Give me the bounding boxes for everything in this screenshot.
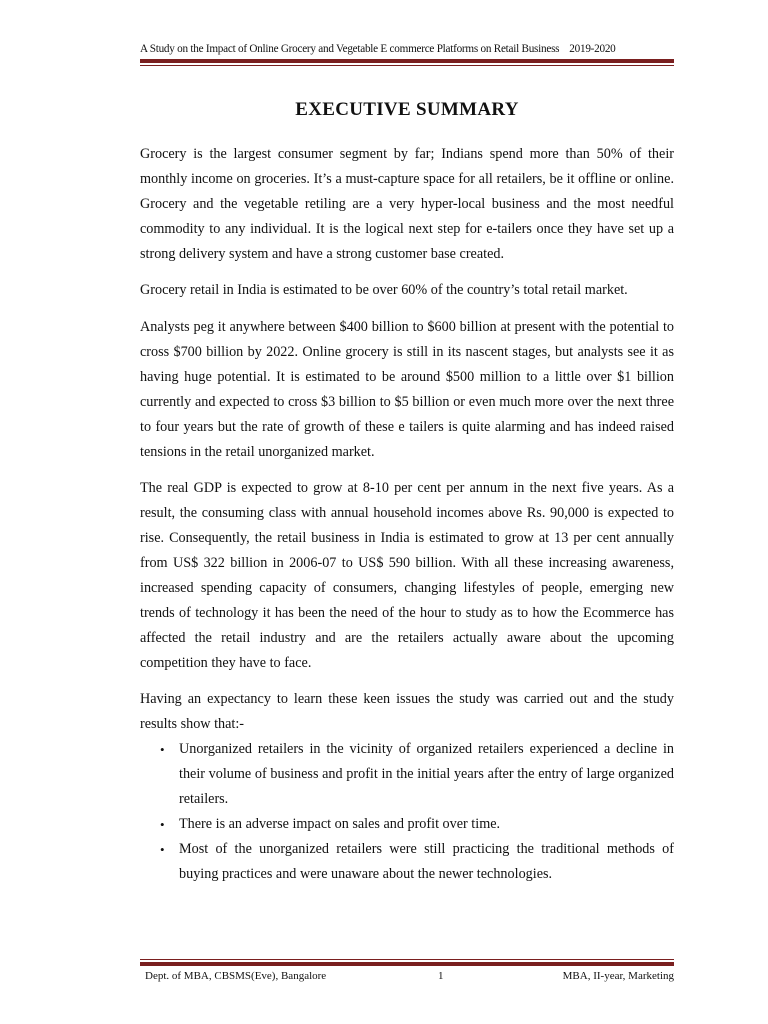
header-year: 2019-2020 bbox=[569, 43, 616, 55]
running-header bbox=[140, 43, 668, 55]
paragraph: Analysts peg it anywhere between $400 billion to $600 billion at present with the potential to cross $700 billion by 2022. Online grocery is still in its nascent stages, but analysts see it as having huge potential. It is estimated to be around $500 million to a little over $1 billion currently and expected to cross $3 billion to $5 billion or even much more over the next three to four years but the rate of growth of these e tailers is quite alarming and has indeed raised tensions in the retail unorganized market. bbox=[140, 319, 674, 460]
list-item-text: Most of the unorganized retailers were still practicing the traditional methods of buying practices and were unaware about the newer technologies. bbox=[179, 841, 674, 882]
list-item-text: Unorganized retailers in the vicinity of organized retailers experienced a decline in their volume of business and profit in the initial years after the entry of large organized retailers. bbox=[179, 741, 674, 807]
bullet-icon: • bbox=[160, 742, 165, 757]
footer-rule-thick bbox=[140, 962, 674, 966]
paragraph: Having an expectancy to learn these keen issues the study was carried out and the study results show that:- bbox=[140, 691, 674, 732]
paragraph: Grocery retail in India is estimated to be over 60% of the country’s total retail market. bbox=[140, 282, 628, 298]
header-rule-thin bbox=[140, 65, 674, 66]
paragraph: Grocery is the largest consumer segment by far; Indians spend more than 50% of their monthly income on groceries. It’s a must-capture space for all retailers, be it offline or online. Grocery and the vegetable retiling are a very hyper-local business and the most needful commodity to any individual. It is the logical next step for e-tailers once they have set up a strong delivery system and have a strong customer base created. bbox=[140, 146, 674, 262]
list-item-text: There is an adverse impact on sales and profit over time. bbox=[179, 816, 501, 832]
footer-department: Dept. of MBA, CBSMS(Eve), Bangalore bbox=[145, 970, 327, 982]
list-item bbox=[140, 737, 674, 812]
list-item bbox=[140, 837, 674, 887]
paragraph: The real GDP is expected to grow at 8-10 per cent per annum in the next five years. As a result, the consuming class with annual household incomes above Rs. 90,000 is expected to rise. Consequently, the retail business in India is estimated to grow at 13 per cent annually from US$ 322 billion in 2006-07 to US$ 590 billion. With all these increasing awareness, increased spending capacity of consumers, changing lifestyles of people, emerging new trends of technology it has been the need of the hour to study as to how the Ecommerce has affected the retail industry and are the retailers actually aware about the upcoming competition they have to face. bbox=[140, 480, 674, 671]
header-title: A Study on the Impact of Online Grocery and Vegetable E commerce Platforms on Retail Business bbox=[140, 43, 560, 55]
bullet-icon: • bbox=[160, 817, 165, 832]
footer-course: MBA, II-year, Marketing bbox=[562, 970, 674, 982]
list-item bbox=[140, 812, 674, 837]
bullet-icon: • bbox=[160, 842, 165, 857]
page-title: EXECUTIVE SUMMARY bbox=[295, 99, 519, 120]
page-number: 1 bbox=[438, 970, 444, 982]
body-text bbox=[140, 142, 674, 887]
findings-list bbox=[140, 737, 674, 887]
page-footer bbox=[140, 970, 674, 986]
footer-rule-thin bbox=[140, 959, 674, 960]
header-rule-thick bbox=[140, 59, 674, 63]
